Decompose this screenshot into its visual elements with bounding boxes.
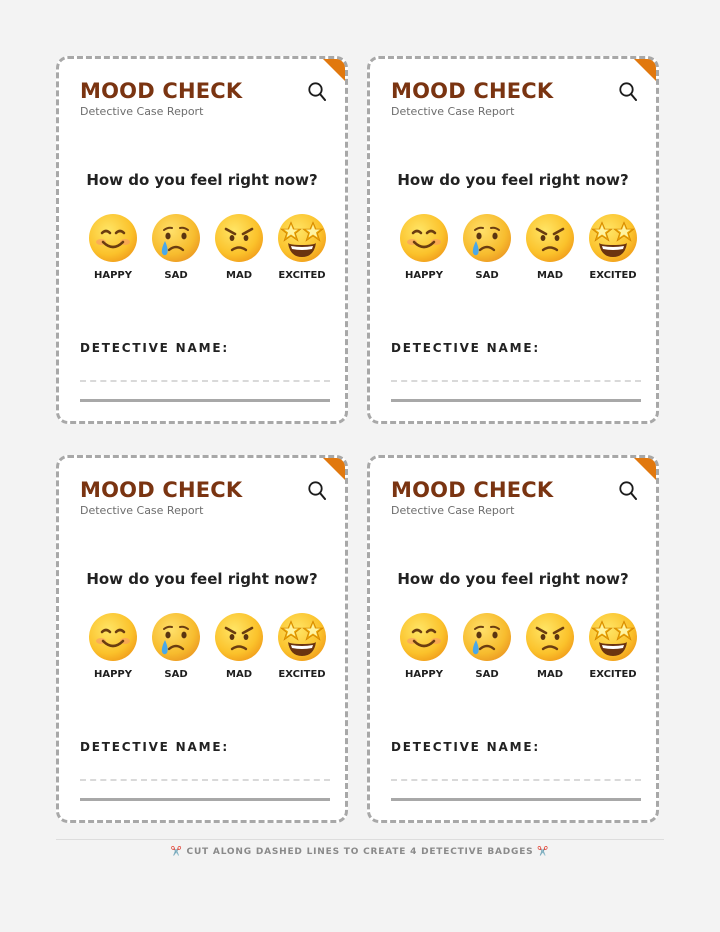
mood-option-sad[interactable]: [146, 213, 206, 285]
mood-label: EXCITED: [278, 669, 326, 680]
mood-question: How do you feel right now?: [86, 171, 318, 189]
corner-accent: [632, 456, 658, 482]
corner-accent: [321, 456, 347, 482]
mood-check-card: [56, 455, 348, 823]
mood-label: HAPPY: [93, 270, 132, 281]
mood-label: MAD: [226, 669, 252, 680]
mood-option-sad[interactable]: [457, 612, 517, 684]
mood-label: HAPPY: [404, 669, 443, 680]
name-guide-line: [391, 779, 641, 781]
corner-accent: [632, 57, 658, 83]
smiling-face-icon: [399, 213, 449, 263]
name-guide-line: [80, 380, 330, 382]
mood-label: EXCITED: [589, 669, 637, 680]
detective-name-label: DETECTIVE NAME:: [391, 341, 540, 355]
mood-label: SAD: [164, 270, 188, 281]
mood-options: [394, 612, 644, 684]
mood-check-card: [367, 56, 659, 424]
mood-label: MAD: [537, 669, 563, 680]
mood-label: MAD: [226, 270, 252, 281]
cut-instructions-text: CUT ALONG DASHED LINES TO CREATE 4 DETECTIVE BADGES: [186, 847, 534, 857]
card-title: MOOD CHECK: [80, 478, 243, 502]
search-icon: [308, 82, 326, 102]
footer-divider: [56, 839, 664, 840]
mood-option-happy[interactable]: [394, 213, 454, 285]
angry-face-icon: [525, 213, 575, 263]
name-write-line[interactable]: [80, 399, 330, 402]
scissors-icon: ✂️: [170, 847, 183, 857]
mood-check-card: [56, 56, 348, 424]
name-guide-line: [80, 779, 330, 781]
detective-name-label: DETECTIVE NAME:: [391, 740, 540, 754]
crying-face-icon: [151, 213, 201, 263]
mood-label: MAD: [537, 270, 563, 281]
mood-label: SAD: [475, 270, 499, 281]
mood-question: How do you feel right now?: [397, 570, 629, 588]
smiling-face-icon: [88, 612, 138, 662]
mood-label: HAPPY: [404, 270, 443, 281]
search-icon: [619, 82, 637, 102]
name-write-line[interactable]: [80, 798, 330, 801]
mood-question: How do you feel right now?: [86, 570, 318, 588]
mood-options: [83, 612, 333, 684]
mood-options: [83, 213, 333, 285]
mood-option-happy[interactable]: [83, 612, 143, 684]
mood-label: SAD: [475, 669, 499, 680]
star-struck-face-icon: [277, 213, 327, 263]
mood-option-excited[interactable]: [583, 612, 643, 684]
mood-label: EXCITED: [589, 270, 637, 281]
card-subtitle: Detective Case Report: [80, 504, 204, 517]
search-icon: [308, 481, 326, 501]
card-title: MOOD CHECK: [80, 79, 243, 103]
card-subtitle: Detective Case Report: [391, 105, 515, 118]
card-subtitle: Detective Case Report: [80, 105, 204, 118]
card-title: MOOD CHECK: [391, 478, 554, 502]
star-struck-face-icon: [588, 612, 638, 662]
star-struck-face-icon: [277, 612, 327, 662]
angry-face-icon: [214, 612, 264, 662]
smiling-face-icon: [399, 612, 449, 662]
card-subtitle: Detective Case Report: [391, 504, 515, 517]
mood-option-excited[interactable]: [272, 213, 332, 285]
mood-option-sad[interactable]: [457, 213, 517, 285]
search-icon: [619, 481, 637, 501]
scissors-icon: ✂️: [537, 847, 550, 857]
detective-name-label: DETECTIVE NAME:: [80, 740, 229, 754]
mood-option-mad[interactable]: [209, 612, 269, 684]
mood-label: EXCITED: [278, 270, 326, 281]
mood-option-mad[interactable]: [520, 612, 580, 684]
mood-option-excited[interactable]: [272, 612, 332, 684]
badge-sheet: [56, 56, 664, 828]
name-guide-line: [391, 380, 641, 382]
mood-option-excited[interactable]: [583, 213, 643, 285]
mood-label: HAPPY: [93, 669, 132, 680]
mood-option-mad[interactable]: [520, 213, 580, 285]
crying-face-icon: [462, 213, 512, 263]
crying-face-icon: [151, 612, 201, 662]
angry-face-icon: [214, 213, 264, 263]
smiling-face-icon: [88, 213, 138, 263]
mood-option-happy[interactable]: [83, 213, 143, 285]
name-write-line[interactable]: [391, 798, 641, 801]
name-write-line[interactable]: [391, 399, 641, 402]
corner-accent: [321, 57, 347, 83]
detective-name-label: DETECTIVE NAME:: [80, 341, 229, 355]
mood-check-card: [367, 455, 659, 823]
star-struck-face-icon: [588, 213, 638, 263]
angry-face-icon: [525, 612, 575, 662]
mood-option-mad[interactable]: [209, 213, 269, 285]
cut-instructions: [0, 847, 720, 857]
mood-question: How do you feel right now?: [397, 171, 629, 189]
mood-option-happy[interactable]: [394, 612, 454, 684]
mood-option-sad[interactable]: [146, 612, 206, 684]
crying-face-icon: [462, 612, 512, 662]
mood-options: [394, 213, 644, 285]
card-title: MOOD CHECK: [391, 79, 554, 103]
mood-label: SAD: [164, 669, 188, 680]
